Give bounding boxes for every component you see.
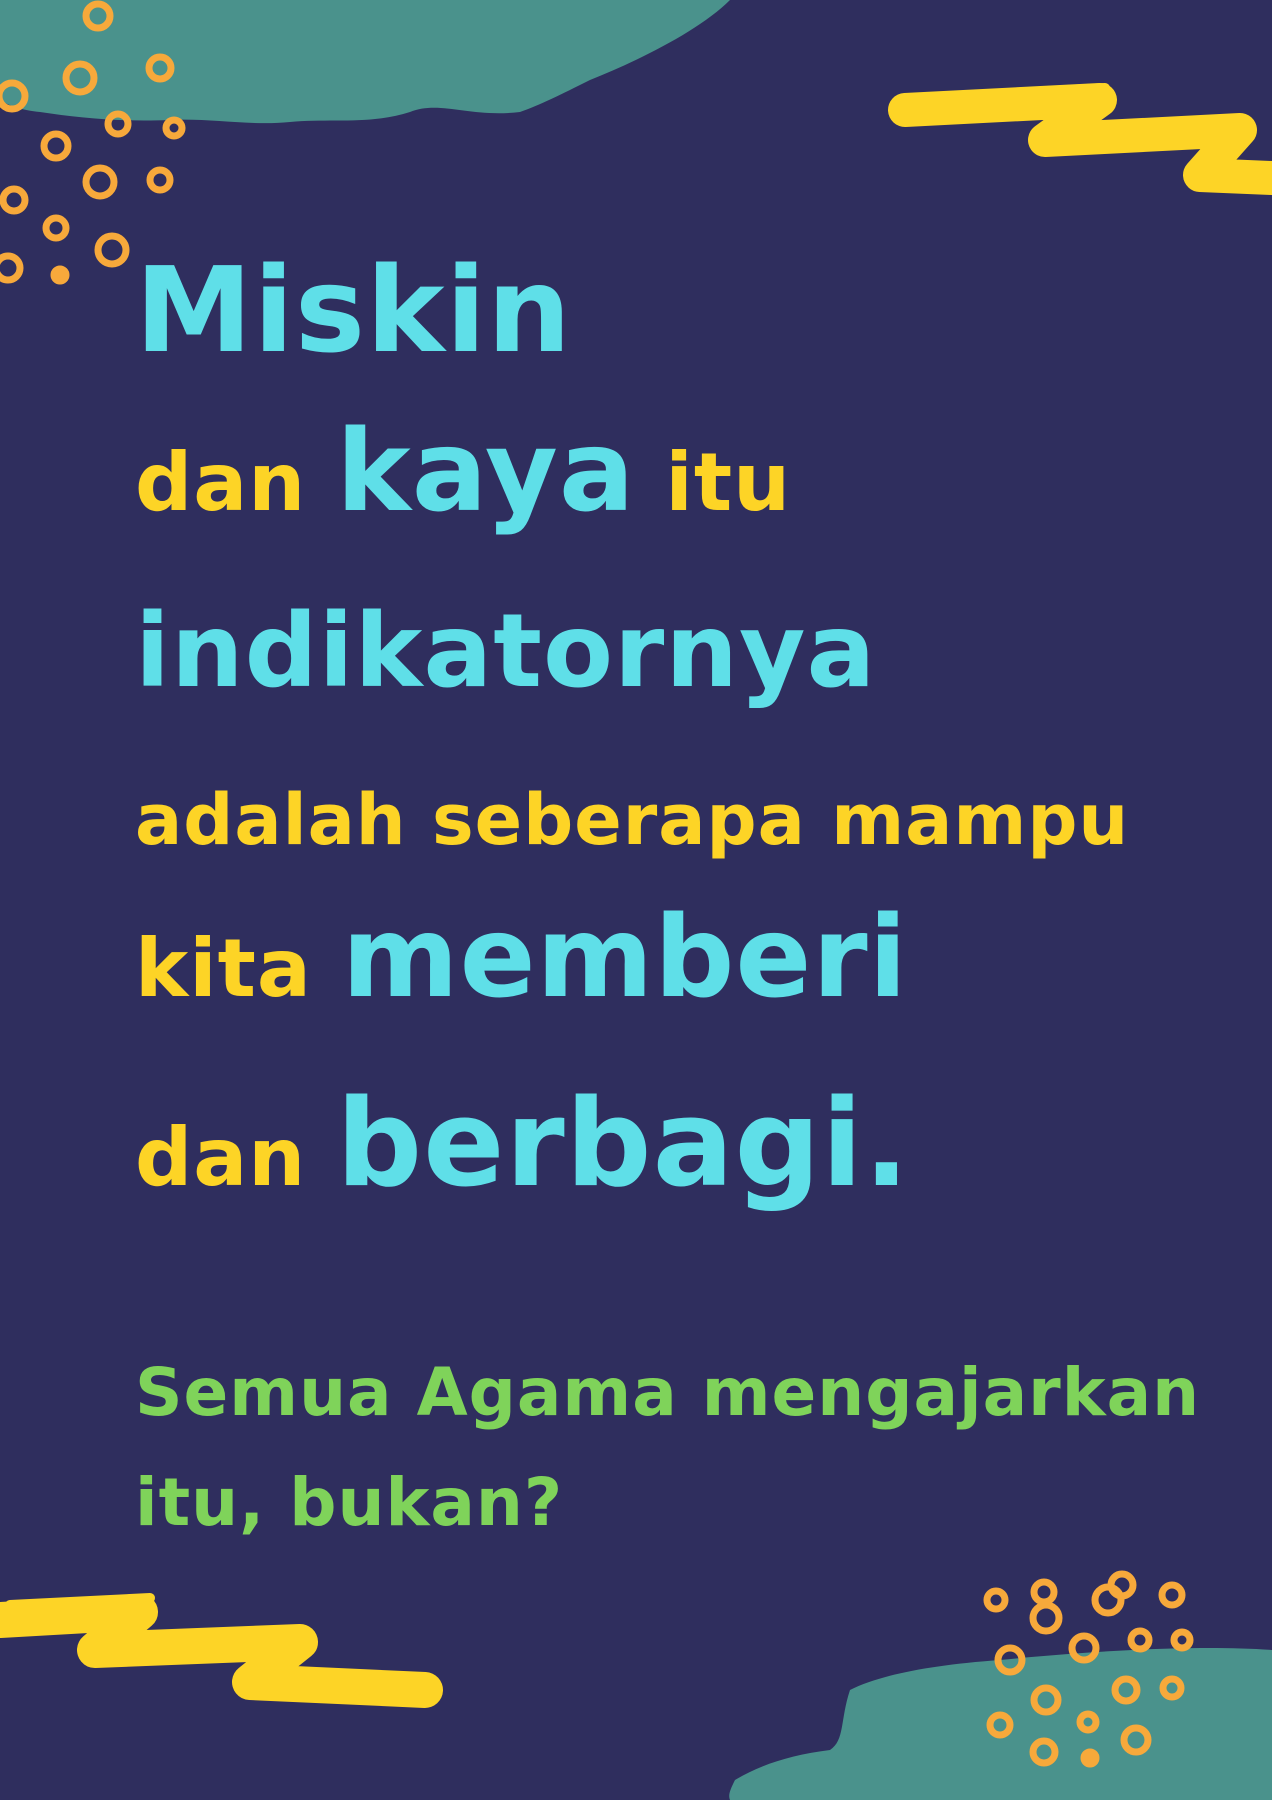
word-kita: kita bbox=[135, 922, 312, 1015]
quote-line-1 bbox=[135, 240, 572, 380]
word-miskin: Miskin bbox=[135, 241, 573, 379]
quote-line-6 bbox=[135, 1075, 911, 1245]
words-adalah-seberapa-mampu: adalah seberapa mampu bbox=[135, 779, 1130, 861]
question-line-2 bbox=[135, 1458, 563, 1548]
question-line-1 bbox=[135, 1348, 1200, 1438]
word-memberi: memberi bbox=[341, 893, 908, 1023]
word-berbagi: berbagi. bbox=[336, 1075, 911, 1214]
question-text-2: itu, bukan? bbox=[135, 1464, 564, 1541]
yellow-zigzag-bottom bbox=[0, 1598, 425, 1690]
quote-line-4 bbox=[135, 770, 1129, 870]
word-indikatornya: indikatornya bbox=[135, 592, 877, 711]
word-dan: dan bbox=[135, 436, 307, 529]
question-text-1: Semua Agama mengajarkan bbox=[135, 1354, 1201, 1431]
word-kaya: kaya bbox=[336, 407, 636, 537]
yellow-zigzag-top bbox=[905, 88, 1272, 178]
word-itu: itu bbox=[665, 436, 792, 529]
quote-line-3 bbox=[135, 592, 876, 712]
word-dan-2: dan bbox=[135, 1111, 307, 1204]
quote-line-2 bbox=[135, 407, 792, 565]
quote-line-5 bbox=[135, 893, 908, 1051]
